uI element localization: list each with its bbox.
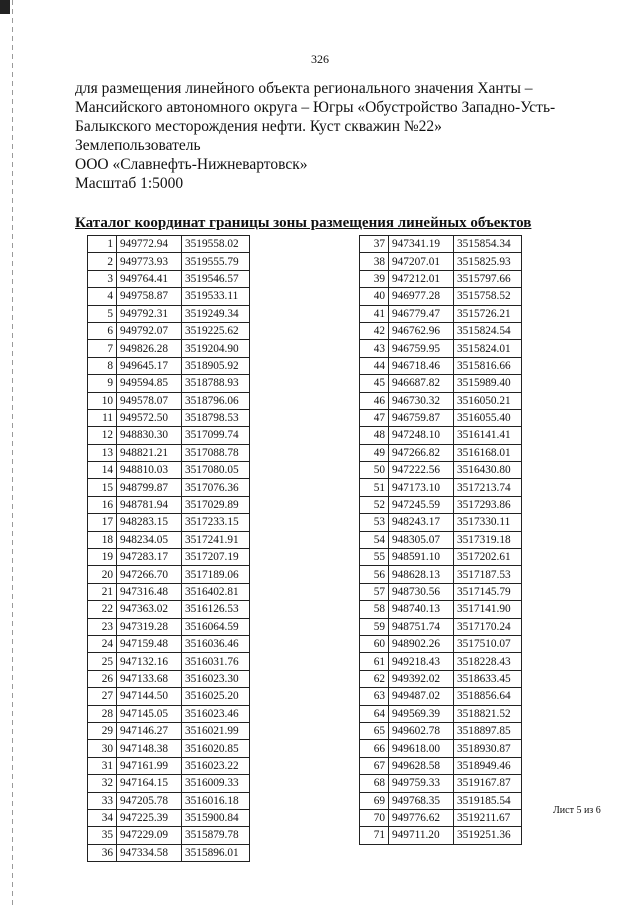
x-coordinate: 949594.85 <box>117 375 182 392</box>
point-number: 6 <box>88 322 117 339</box>
y-coordinate: 3518856.64 <box>454 688 522 705</box>
table-row <box>360 670 522 687</box>
table-row <box>360 375 522 392</box>
scale-label: Масштаб 1:5000 <box>75 175 184 192</box>
table-row <box>88 479 250 496</box>
x-coordinate: 948628.13 <box>389 566 454 583</box>
x-coordinate: 947245.59 <box>389 496 454 513</box>
table-row <box>360 740 522 757</box>
x-coordinate: 949768.35 <box>389 792 454 809</box>
x-coordinate: 947334.58 <box>117 844 182 861</box>
point-number: 60 <box>360 635 389 652</box>
point-number: 17 <box>88 514 117 531</box>
table-row <box>360 270 522 287</box>
point-number: 67 <box>360 757 389 774</box>
table-row <box>360 392 522 409</box>
point-number: 41 <box>360 305 389 322</box>
x-coordinate: 947248.10 <box>389 427 454 444</box>
table-row <box>360 549 522 566</box>
point-number: 34 <box>88 809 117 826</box>
y-coordinate: 3515989.40 <box>454 375 522 392</box>
point-number: 8 <box>88 357 117 374</box>
y-coordinate: 3516031.76 <box>182 653 250 670</box>
point-number: 9 <box>88 375 117 392</box>
point-number: 55 <box>360 549 389 566</box>
y-coordinate: 3517076.36 <box>182 479 250 496</box>
x-coordinate: 947146.27 <box>117 722 182 739</box>
point-number: 45 <box>360 375 389 392</box>
point-number: 42 <box>360 322 389 339</box>
y-coordinate: 3517213.74 <box>454 479 522 496</box>
table-row <box>360 809 522 826</box>
y-coordinate: 3516009.33 <box>182 775 250 792</box>
point-number: 5 <box>88 305 117 322</box>
x-coordinate: 949602.78 <box>389 722 454 739</box>
table-row <box>360 792 522 809</box>
table-row <box>360 253 522 270</box>
y-coordinate: 3517088.78 <box>182 444 250 461</box>
y-coordinate: 3519249.34 <box>182 305 250 322</box>
table-row <box>88 549 250 566</box>
x-coordinate: 949711.20 <box>389 827 454 844</box>
point-number: 23 <box>88 618 117 635</box>
x-coordinate: 947283.17 <box>117 549 182 566</box>
y-coordinate: 3519533.11 <box>182 288 250 305</box>
y-coordinate: 3515879.78 <box>182 827 250 844</box>
table-row <box>88 514 250 531</box>
table-row <box>88 236 250 253</box>
point-number: 33 <box>88 792 117 809</box>
point-number: 68 <box>360 775 389 792</box>
y-coordinate: 3519555.79 <box>182 253 250 270</box>
point-number: 35 <box>88 827 117 844</box>
intro-line-3: Балыкского месторождения нефти. Куст скважин №22» <box>75 118 442 135</box>
x-coordinate: 947133.68 <box>117 670 182 687</box>
y-coordinate: 3517202.61 <box>454 549 522 566</box>
table-row <box>360 827 522 844</box>
table-row <box>360 462 522 479</box>
point-number: 25 <box>88 653 117 670</box>
y-coordinate: 3516141.41 <box>454 427 522 444</box>
y-coordinate: 3515825.93 <box>454 253 522 270</box>
x-coordinate: 947148.38 <box>117 740 182 757</box>
point-number: 61 <box>360 653 389 670</box>
point-number: 43 <box>360 340 389 357</box>
x-coordinate: 946762.96 <box>389 322 454 339</box>
y-coordinate: 3519204.90 <box>182 340 250 357</box>
x-coordinate: 949618.00 <box>389 740 454 757</box>
table-row <box>88 635 250 652</box>
x-coordinate: 949628.58 <box>389 757 454 774</box>
y-coordinate: 3518905.92 <box>182 357 250 374</box>
table-row <box>360 653 522 670</box>
y-coordinate: 3516016.18 <box>182 792 250 809</box>
table-row <box>360 288 522 305</box>
table-row <box>88 705 250 722</box>
intro-text <box>75 79 595 193</box>
x-coordinate: 948305.07 <box>389 531 454 548</box>
point-number: 29 <box>88 722 117 739</box>
table-row <box>360 357 522 374</box>
y-coordinate: 3517207.19 <box>182 549 250 566</box>
table-row <box>88 688 250 705</box>
y-coordinate: 3516055.40 <box>454 409 522 426</box>
x-coordinate: 949569.39 <box>389 705 454 722</box>
y-coordinate: 3515816.66 <box>454 357 522 374</box>
point-number: 28 <box>88 705 117 722</box>
table-row <box>88 496 250 513</box>
y-coordinate: 3518796.06 <box>182 392 250 409</box>
x-coordinate: 947229.09 <box>117 827 182 844</box>
table-row <box>360 409 522 426</box>
catalog-title: Каталог координат границы зоны размещения линейных объектов <box>75 215 532 231</box>
point-number: 15 <box>88 479 117 496</box>
y-coordinate: 3516036.46 <box>182 635 250 652</box>
point-number: 65 <box>360 722 389 739</box>
point-number: 24 <box>88 635 117 652</box>
x-coordinate: 949645.17 <box>117 357 182 374</box>
table-row <box>88 531 250 548</box>
y-coordinate: 3516023.30 <box>182 670 250 687</box>
table-row <box>88 462 250 479</box>
y-coordinate: 3517170.24 <box>454 618 522 635</box>
intro-line-2: Мансийского автономного округа – Югры «Обустройство Западно-Усть- <box>75 99 556 116</box>
sheet-label: Лист 5 из 6 <box>553 805 601 816</box>
y-coordinate: 3518949.46 <box>454 757 522 774</box>
land-user-label: Землепользователь <box>75 137 201 154</box>
x-coordinate: 947222.56 <box>389 462 454 479</box>
y-coordinate: 3517241.91 <box>182 531 250 548</box>
y-coordinate: 3517319.18 <box>454 531 522 548</box>
y-coordinate: 3517080.05 <box>182 462 250 479</box>
y-coordinate: 3517145.79 <box>454 583 522 600</box>
y-coordinate: 3519167.87 <box>454 775 522 792</box>
y-coordinate: 3516126.53 <box>182 601 250 618</box>
y-coordinate: 3518228.43 <box>454 653 522 670</box>
y-coordinate: 3515854.34 <box>454 236 522 253</box>
point-number: 40 <box>360 288 389 305</box>
table-row <box>88 722 250 739</box>
point-number: 36 <box>88 844 117 861</box>
y-coordinate: 3517293.86 <box>454 496 522 513</box>
table-row <box>88 409 250 426</box>
x-coordinate: 948283.15 <box>117 514 182 531</box>
point-number: 32 <box>88 775 117 792</box>
table-row <box>88 670 250 687</box>
x-coordinate: 947161.99 <box>117 757 182 774</box>
point-number: 11 <box>88 409 117 426</box>
x-coordinate: 949487.02 <box>389 688 454 705</box>
x-coordinate: 947212.01 <box>389 270 454 287</box>
table-row <box>360 236 522 253</box>
table-row <box>360 583 522 600</box>
table-row <box>88 757 250 774</box>
table-row <box>360 479 522 496</box>
x-coordinate: 948781.94 <box>117 496 182 513</box>
x-coordinate: 947341.19 <box>389 236 454 253</box>
point-number: 50 <box>360 462 389 479</box>
x-coordinate: 949572.50 <box>117 409 182 426</box>
table-row <box>88 305 250 322</box>
x-coordinate: 947207.01 <box>389 253 454 270</box>
y-coordinate: 3515824.01 <box>454 340 522 357</box>
point-number: 51 <box>360 479 389 496</box>
table-row <box>88 322 250 339</box>
x-coordinate: 946759.87 <box>389 409 454 426</box>
x-coordinate: 949218.43 <box>389 653 454 670</box>
y-coordinate: 3519211.67 <box>454 809 522 826</box>
table-row <box>360 305 522 322</box>
y-coordinate: 3519558.02 <box>182 236 250 253</box>
table-row <box>88 618 250 635</box>
point-number: 12 <box>88 427 117 444</box>
table-row <box>88 844 250 861</box>
table-row <box>360 757 522 774</box>
point-number: 31 <box>88 757 117 774</box>
x-coordinate: 949792.31 <box>117 305 182 322</box>
y-coordinate: 3515824.54 <box>454 322 522 339</box>
x-coordinate: 947145.05 <box>117 705 182 722</box>
x-coordinate: 948830.30 <box>117 427 182 444</box>
table-row <box>360 322 522 339</box>
y-coordinate: 3519546.57 <box>182 270 250 287</box>
y-coordinate: 3517189.06 <box>182 566 250 583</box>
point-number: 53 <box>360 514 389 531</box>
y-coordinate: 3516023.22 <box>182 757 250 774</box>
table-row <box>360 514 522 531</box>
point-number: 30 <box>88 740 117 757</box>
table-row <box>88 740 250 757</box>
table-row <box>360 566 522 583</box>
y-coordinate: 3518821.52 <box>454 705 522 722</box>
x-coordinate: 948902.26 <box>389 635 454 652</box>
table-row <box>360 775 522 792</box>
point-number: 20 <box>88 566 117 583</box>
point-number: 1 <box>88 236 117 253</box>
y-coordinate: 3515900.84 <box>182 809 250 826</box>
table-row <box>360 531 522 548</box>
x-coordinate: 947363.02 <box>117 601 182 618</box>
x-coordinate: 948730.56 <box>389 583 454 600</box>
x-coordinate: 949758.87 <box>117 288 182 305</box>
table-row <box>88 583 250 600</box>
x-coordinate: 948810.03 <box>117 462 182 479</box>
binding-mark <box>0 0 10 14</box>
y-coordinate: 3515797.66 <box>454 270 522 287</box>
y-coordinate: 3516025.20 <box>182 688 250 705</box>
point-number: 3 <box>88 270 117 287</box>
table-row <box>88 357 250 374</box>
y-coordinate: 3518633.45 <box>454 670 522 687</box>
x-coordinate: 947164.15 <box>117 775 182 792</box>
x-coordinate: 949773.93 <box>117 253 182 270</box>
y-coordinate: 3519251.36 <box>454 827 522 844</box>
x-coordinate: 946730.32 <box>389 392 454 409</box>
y-coordinate: 3519225.62 <box>182 322 250 339</box>
table-row <box>88 253 250 270</box>
x-coordinate: 947159.48 <box>117 635 182 652</box>
y-coordinate: 3518930.87 <box>454 740 522 757</box>
y-coordinate: 3516050.21 <box>454 392 522 409</box>
point-number: 54 <box>360 531 389 548</box>
point-number: 27 <box>88 688 117 705</box>
point-number: 58 <box>360 601 389 618</box>
table-row <box>360 618 522 635</box>
y-coordinate: 3517330.11 <box>454 514 522 531</box>
y-coordinate: 3517510.07 <box>454 635 522 652</box>
point-number: 19 <box>88 549 117 566</box>
point-number: 44 <box>360 357 389 374</box>
point-number: 71 <box>360 827 389 844</box>
y-coordinate: 3517141.90 <box>454 601 522 618</box>
coordinates-table-right <box>359 235 522 845</box>
point-number: 69 <box>360 792 389 809</box>
point-number: 2 <box>88 253 117 270</box>
y-coordinate: 3516402.81 <box>182 583 250 600</box>
point-number: 14 <box>88 462 117 479</box>
point-number: 62 <box>360 670 389 687</box>
point-number: 26 <box>88 670 117 687</box>
table-row <box>88 809 250 826</box>
y-coordinate: 3515726.21 <box>454 305 522 322</box>
table-row <box>360 722 522 739</box>
point-number: 16 <box>88 496 117 513</box>
table-row <box>360 635 522 652</box>
table-row <box>88 288 250 305</box>
x-coordinate: 948751.74 <box>389 618 454 635</box>
table-row <box>360 705 522 722</box>
table-row <box>88 601 250 618</box>
table-row <box>360 427 522 444</box>
table-row <box>88 270 250 287</box>
y-coordinate: 3516023.46 <box>182 705 250 722</box>
x-coordinate: 947266.70 <box>117 566 182 583</box>
point-number: 18 <box>88 531 117 548</box>
y-coordinate: 3517187.53 <box>454 566 522 583</box>
point-number: 39 <box>360 270 389 287</box>
x-coordinate: 947316.48 <box>117 583 182 600</box>
point-number: 64 <box>360 705 389 722</box>
table-row <box>88 775 250 792</box>
x-coordinate: 946718.46 <box>389 357 454 374</box>
y-coordinate: 3517099.74 <box>182 427 250 444</box>
point-number: 48 <box>360 427 389 444</box>
intro-line-1: для размещения линейного объекта регионального значения Ханты – <box>75 80 533 97</box>
table-row <box>360 601 522 618</box>
point-number: 47 <box>360 409 389 426</box>
x-coordinate: 949776.62 <box>389 809 454 826</box>
x-coordinate: 947225.39 <box>117 809 182 826</box>
x-coordinate: 948234.05 <box>117 531 182 548</box>
y-coordinate: 3517233.15 <box>182 514 250 531</box>
point-number: 63 <box>360 688 389 705</box>
point-number: 59 <box>360 618 389 635</box>
land-user-name: ООО «Славнефть-Нижневартовск» <box>75 156 308 173</box>
x-coordinate: 947144.50 <box>117 688 182 705</box>
page-number: 326 <box>311 52 329 66</box>
y-coordinate: 3518897.85 <box>454 722 522 739</box>
table-row <box>360 688 522 705</box>
table-row <box>360 340 522 357</box>
table-row <box>360 496 522 513</box>
x-coordinate: 947173.10 <box>389 479 454 496</box>
x-coordinate: 947266.82 <box>389 444 454 461</box>
y-coordinate: 3516430.80 <box>454 462 522 479</box>
point-number: 52 <box>360 496 389 513</box>
x-coordinate: 948591.10 <box>389 549 454 566</box>
point-number: 38 <box>360 253 389 270</box>
table-row <box>88 375 250 392</box>
x-coordinate: 946759.95 <box>389 340 454 357</box>
x-coordinate: 947319.28 <box>117 618 182 635</box>
table-row <box>360 444 522 461</box>
x-coordinate: 946977.28 <box>389 288 454 305</box>
x-coordinate: 949792.07 <box>117 322 182 339</box>
point-number: 22 <box>88 601 117 618</box>
x-coordinate: 947205.78 <box>117 792 182 809</box>
y-coordinate: 3517029.89 <box>182 496 250 513</box>
table-row <box>88 444 250 461</box>
point-number: 4 <box>88 288 117 305</box>
binding-rule <box>12 0 13 905</box>
point-number: 21 <box>88 583 117 600</box>
table-row <box>88 340 250 357</box>
x-coordinate: 949392.02 <box>389 670 454 687</box>
point-number: 13 <box>88 444 117 461</box>
y-coordinate: 3516064.59 <box>182 618 250 635</box>
y-coordinate: 3515896.01 <box>182 844 250 861</box>
point-number: 37 <box>360 236 389 253</box>
x-coordinate: 949826.28 <box>117 340 182 357</box>
point-number: 10 <box>88 392 117 409</box>
x-coordinate: 949772.94 <box>117 236 182 253</box>
table-row <box>88 566 250 583</box>
point-number: 46 <box>360 392 389 409</box>
x-coordinate: 946779.47 <box>389 305 454 322</box>
coordinates-table-left <box>87 235 250 862</box>
x-coordinate: 947132.16 <box>117 653 182 670</box>
y-coordinate: 3516168.01 <box>454 444 522 461</box>
x-coordinate: 948243.17 <box>389 514 454 531</box>
y-coordinate: 3516020.85 <box>182 740 250 757</box>
table-row <box>88 792 250 809</box>
x-coordinate: 949759.33 <box>389 775 454 792</box>
table-row <box>88 392 250 409</box>
point-number: 49 <box>360 444 389 461</box>
y-coordinate: 3518798.53 <box>182 409 250 426</box>
point-number: 70 <box>360 809 389 826</box>
y-coordinate: 3519185.54 <box>454 792 522 809</box>
y-coordinate: 3518788.93 <box>182 375 250 392</box>
y-coordinate: 3515758.52 <box>454 288 522 305</box>
table-row <box>88 427 250 444</box>
table-row <box>88 653 250 670</box>
point-number: 7 <box>88 340 117 357</box>
x-coordinate: 948740.13 <box>389 601 454 618</box>
x-coordinate: 948799.87 <box>117 479 182 496</box>
x-coordinate: 949578.07 <box>117 392 182 409</box>
x-coordinate: 949764.41 <box>117 270 182 287</box>
y-coordinate: 3516021.99 <box>182 722 250 739</box>
point-number: 66 <box>360 740 389 757</box>
table-row <box>88 827 250 844</box>
point-number: 56 <box>360 566 389 583</box>
point-number: 57 <box>360 583 389 600</box>
x-coordinate: 946687.82 <box>389 375 454 392</box>
x-coordinate: 948821.21 <box>117 444 182 461</box>
